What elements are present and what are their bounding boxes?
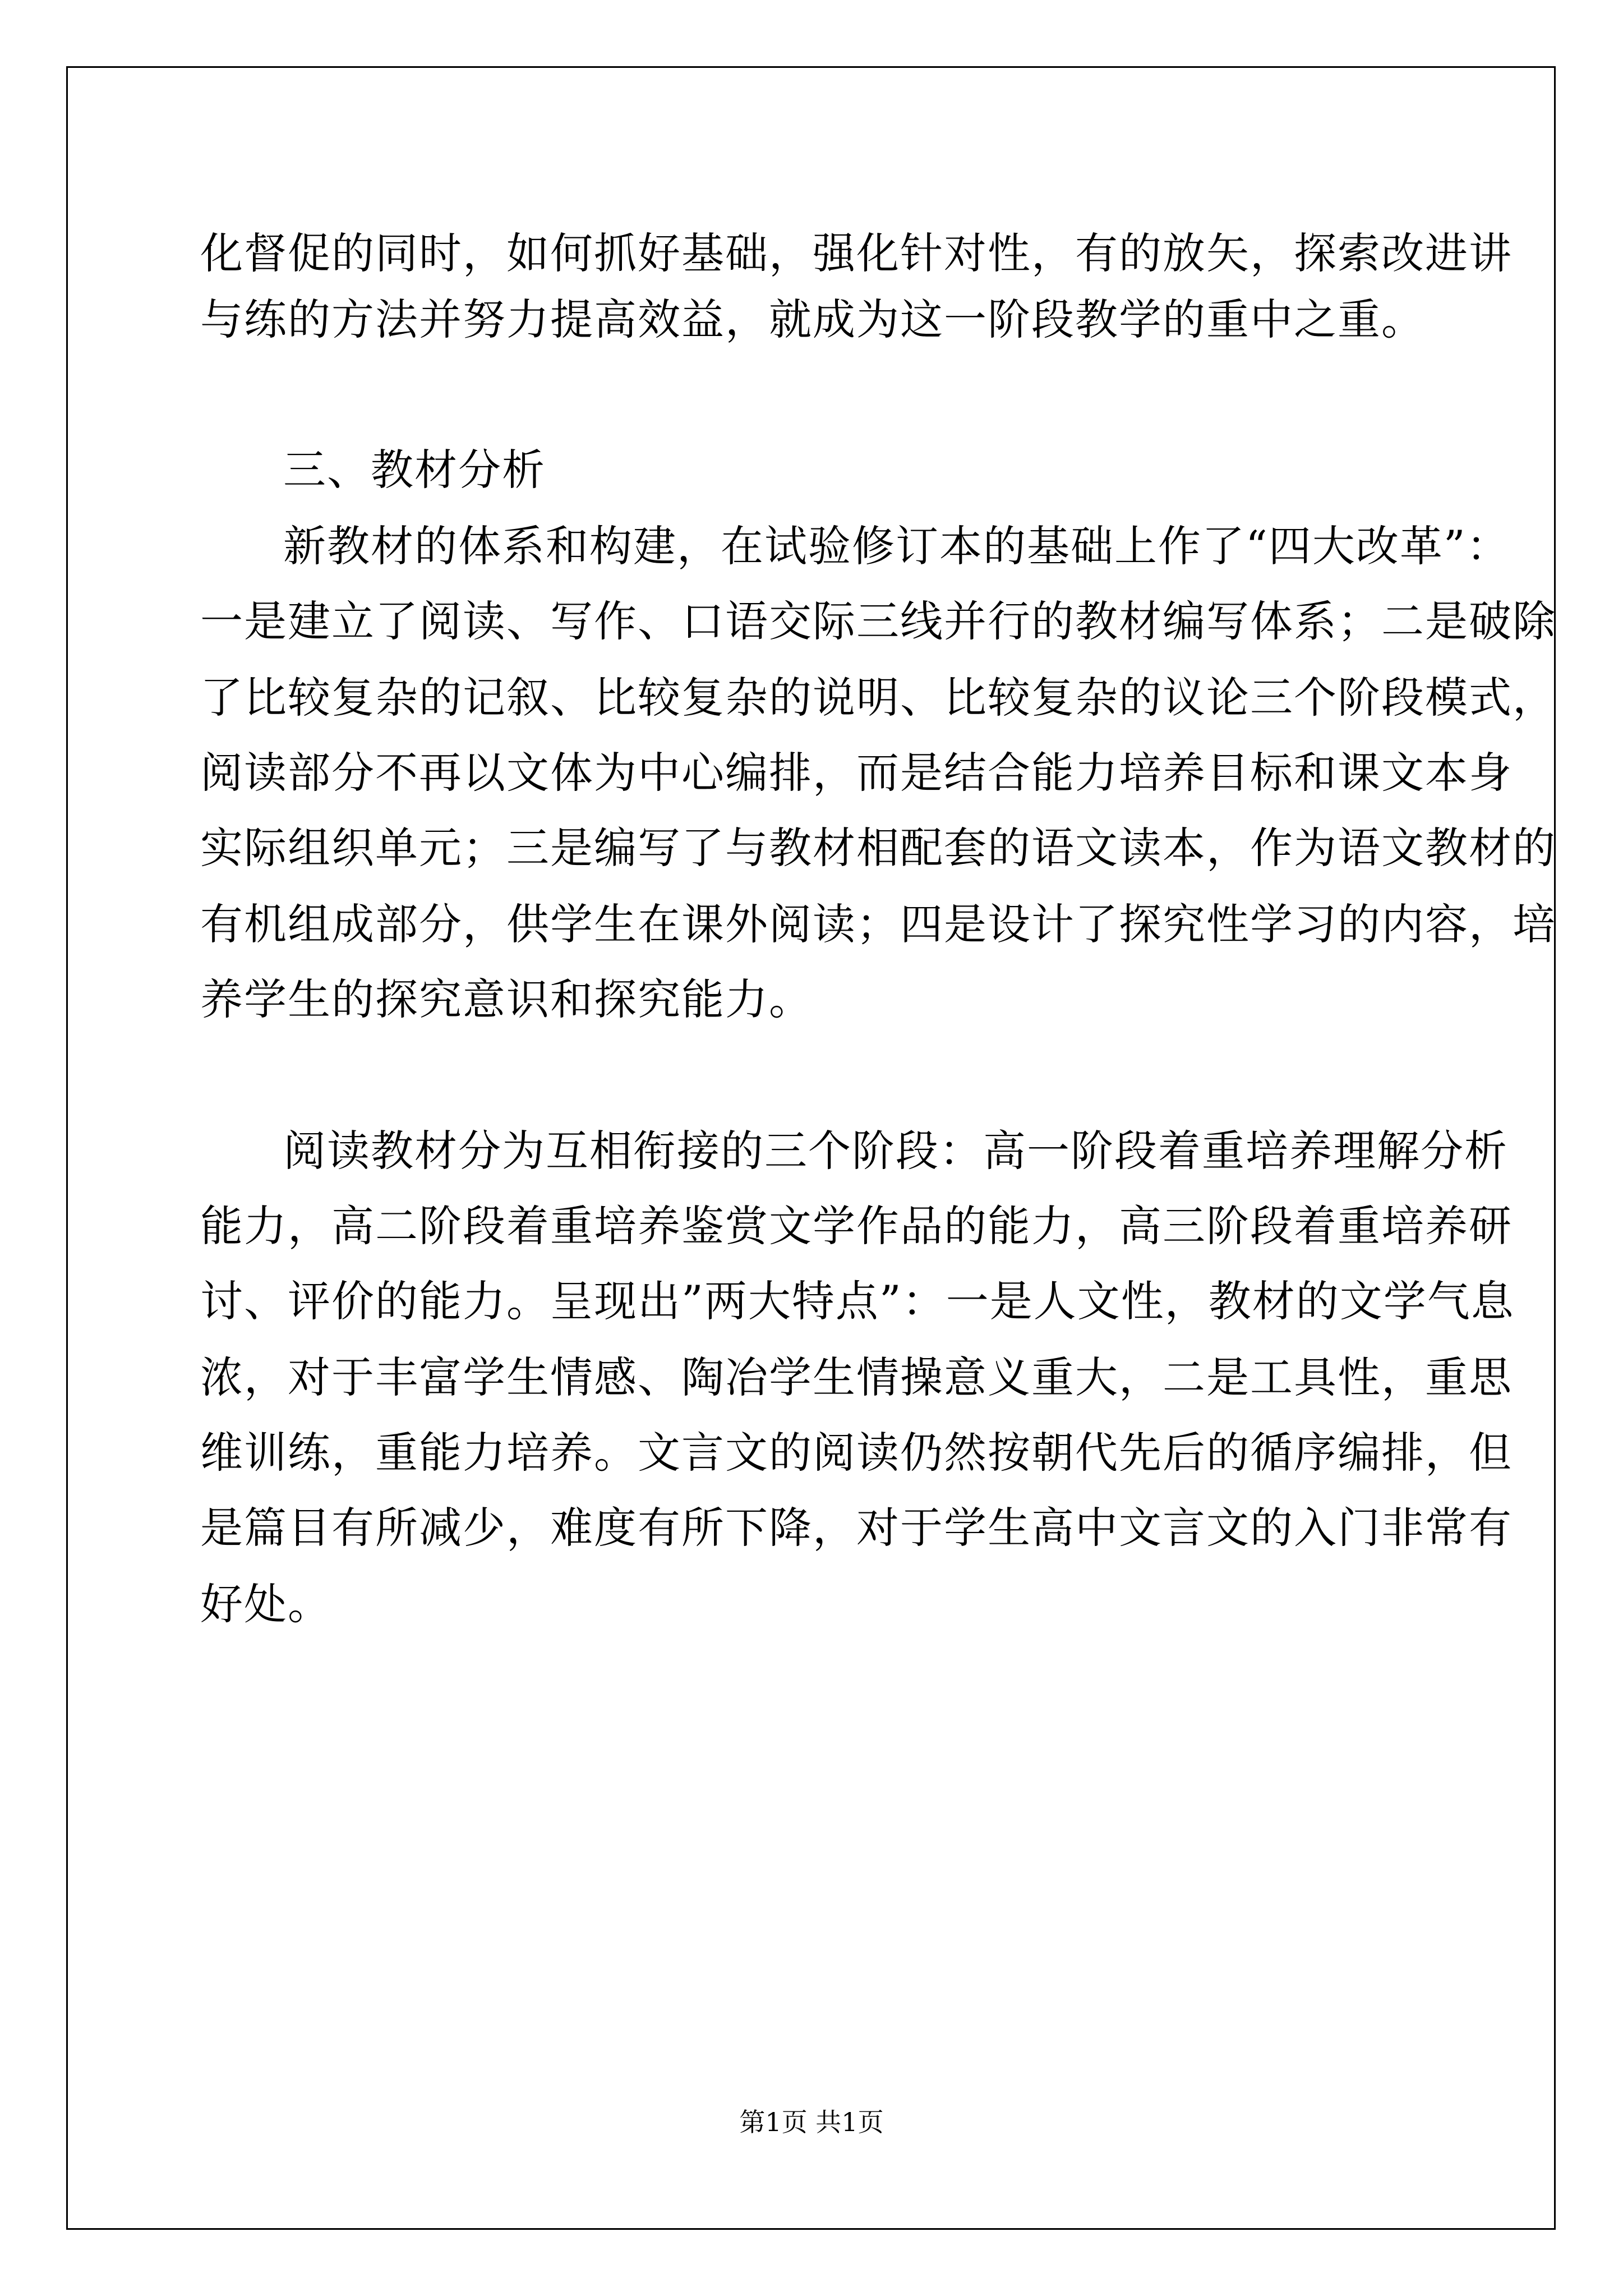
paragraph-line: 是篇目有所减少，难度有所下降，对于学生高中文言文的入门非常有 xyxy=(200,1503,1513,1553)
paragraph-line: 与练的方法并努力提高效益，就成为这一阶段教学的重中之重。 xyxy=(200,295,1425,344)
paragraph-line: 实际组织单元；三是编写了与教材相配套的语文读本，作为语文教材的 xyxy=(200,823,1556,873)
paragraph-line: 好处。 xyxy=(200,1579,331,1629)
section-heading: 三、教材分析 xyxy=(283,445,546,495)
paragraph-line: 养学生的探究意识和探究能力。 xyxy=(200,974,813,1024)
page-footer: 第1页 共1页 xyxy=(739,2107,884,2137)
paragraph-line: 能力，高二阶段着重培养鉴赏文学作品的能力，高三阶段着重培养研 xyxy=(200,1201,1513,1251)
paragraph-line: 一是建立了阅读、写作、口语交际三线并行的教材编写体系；二是破除 xyxy=(200,596,1556,646)
paragraph-line: 维训练，重能力培养。文言文的阅读仍然按朝代先后的循序编排，但 xyxy=(200,1428,1513,1478)
paragraph-line: 阅读部分不再以文体为中心编排，而是结合能力培养目标和课文本身 xyxy=(200,748,1513,798)
paragraph-line: 了比较复杂的记叙、比较复杂的说明、比较复杂的议论三个阶段模式， xyxy=(200,673,1556,723)
paragraph-line: 讨、评价的能力。呈现出”两大特点”：一是人文性，教材的文学气息 xyxy=(200,1276,1515,1326)
paragraph-line: 浓，对于丰富学生情感、陶冶学生情操意义重大，二是工具性，重思 xyxy=(200,1352,1513,1402)
paragraph-line: 阅读教材分为互相衔接的三个阶段：高一阶段着重培养理解分析 xyxy=(283,1126,1508,1176)
paragraph-line: 新教材的体系和构建，在试验修订本的基础上作了“四大改革”： xyxy=(283,521,1510,571)
paragraph-line: 化督促的同时，如何抓好基础，强化针对性，有的放矢，探索改进讲 xyxy=(200,228,1513,278)
paragraph-line: 有机组成部分，供学生在课外阅读；四是设计了探究性学习的内容，培 xyxy=(200,899,1556,949)
